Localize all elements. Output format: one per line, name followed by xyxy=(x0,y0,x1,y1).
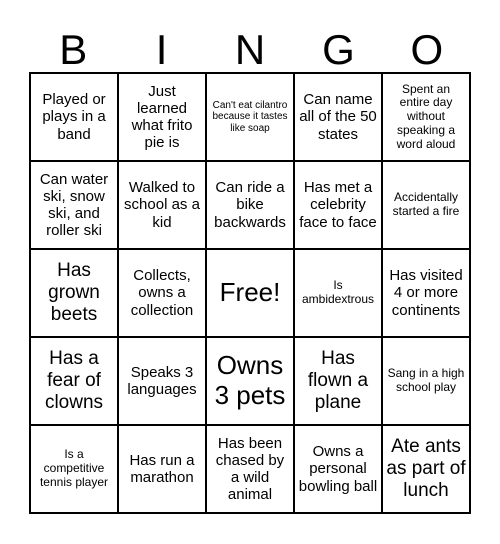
bingo-cell[interactable]: Can ride a bike backwards xyxy=(206,161,294,249)
header-letter-n: N xyxy=(234,26,266,73)
bingo-cell[interactable]: Owns 3 pets xyxy=(206,337,294,425)
bingo-cell[interactable]: Ate ants as part of lunch xyxy=(382,425,470,513)
header-letter-g: G xyxy=(322,26,355,73)
bingo-cell[interactable]: Spent an entire day without speaking a word aloud xyxy=(382,73,470,161)
bingo-cell[interactable]: Speaks 3 languages xyxy=(118,337,206,425)
bingo-grid xyxy=(29,72,471,514)
bingo-cell[interactable]: Has been chased by a wild animal xyxy=(206,425,294,513)
bingo-cell[interactable]: Can't eat cilantro because it tastes like soap xyxy=(206,73,294,161)
bingo-cell[interactable]: Walked to school as a kid xyxy=(118,161,206,249)
header-letter-o: O xyxy=(410,26,444,73)
free-space-cell[interactable]: Free! xyxy=(206,249,294,337)
bingo-cell[interactable]: Owns a personal bowling ball xyxy=(294,425,382,513)
bingo-cell[interactable]: Played or plays in a band xyxy=(30,73,118,161)
bingo-cell[interactable]: Collects, owns a collection xyxy=(118,249,206,337)
bingo-cell[interactable]: Has flown a plane xyxy=(294,337,382,425)
bingo-cell[interactable]: Can name all of the 50 states xyxy=(294,73,382,161)
bingo-cell[interactable]: Just learned what frito pie is xyxy=(118,73,206,161)
bingo-cell[interactable]: Can water ski, snow ski, and roller ski xyxy=(30,161,118,249)
bingo-cell[interactable]: Has a fear of clowns xyxy=(30,337,118,425)
header-letter-b: B xyxy=(59,26,88,73)
bingo-cell[interactable]: Has grown beets xyxy=(30,249,118,337)
bingo-cell[interactable]: Sang in a high school play xyxy=(382,337,470,425)
header-letter-i: I xyxy=(155,26,168,73)
bingo-cell[interactable]: Is ambidextrous xyxy=(294,249,382,337)
bingo-cell[interactable]: Accidentally started a fire xyxy=(382,161,470,249)
bingo-cell[interactable]: Is a competitive tennis player xyxy=(30,425,118,513)
bingo-cell[interactable]: Has visited 4 or more continents xyxy=(382,249,470,337)
bingo-header xyxy=(29,22,471,72)
bingo-cell[interactable]: Has met a celebrity face to face xyxy=(294,161,382,249)
bingo-cell[interactable]: Has run a marathon xyxy=(118,425,206,513)
